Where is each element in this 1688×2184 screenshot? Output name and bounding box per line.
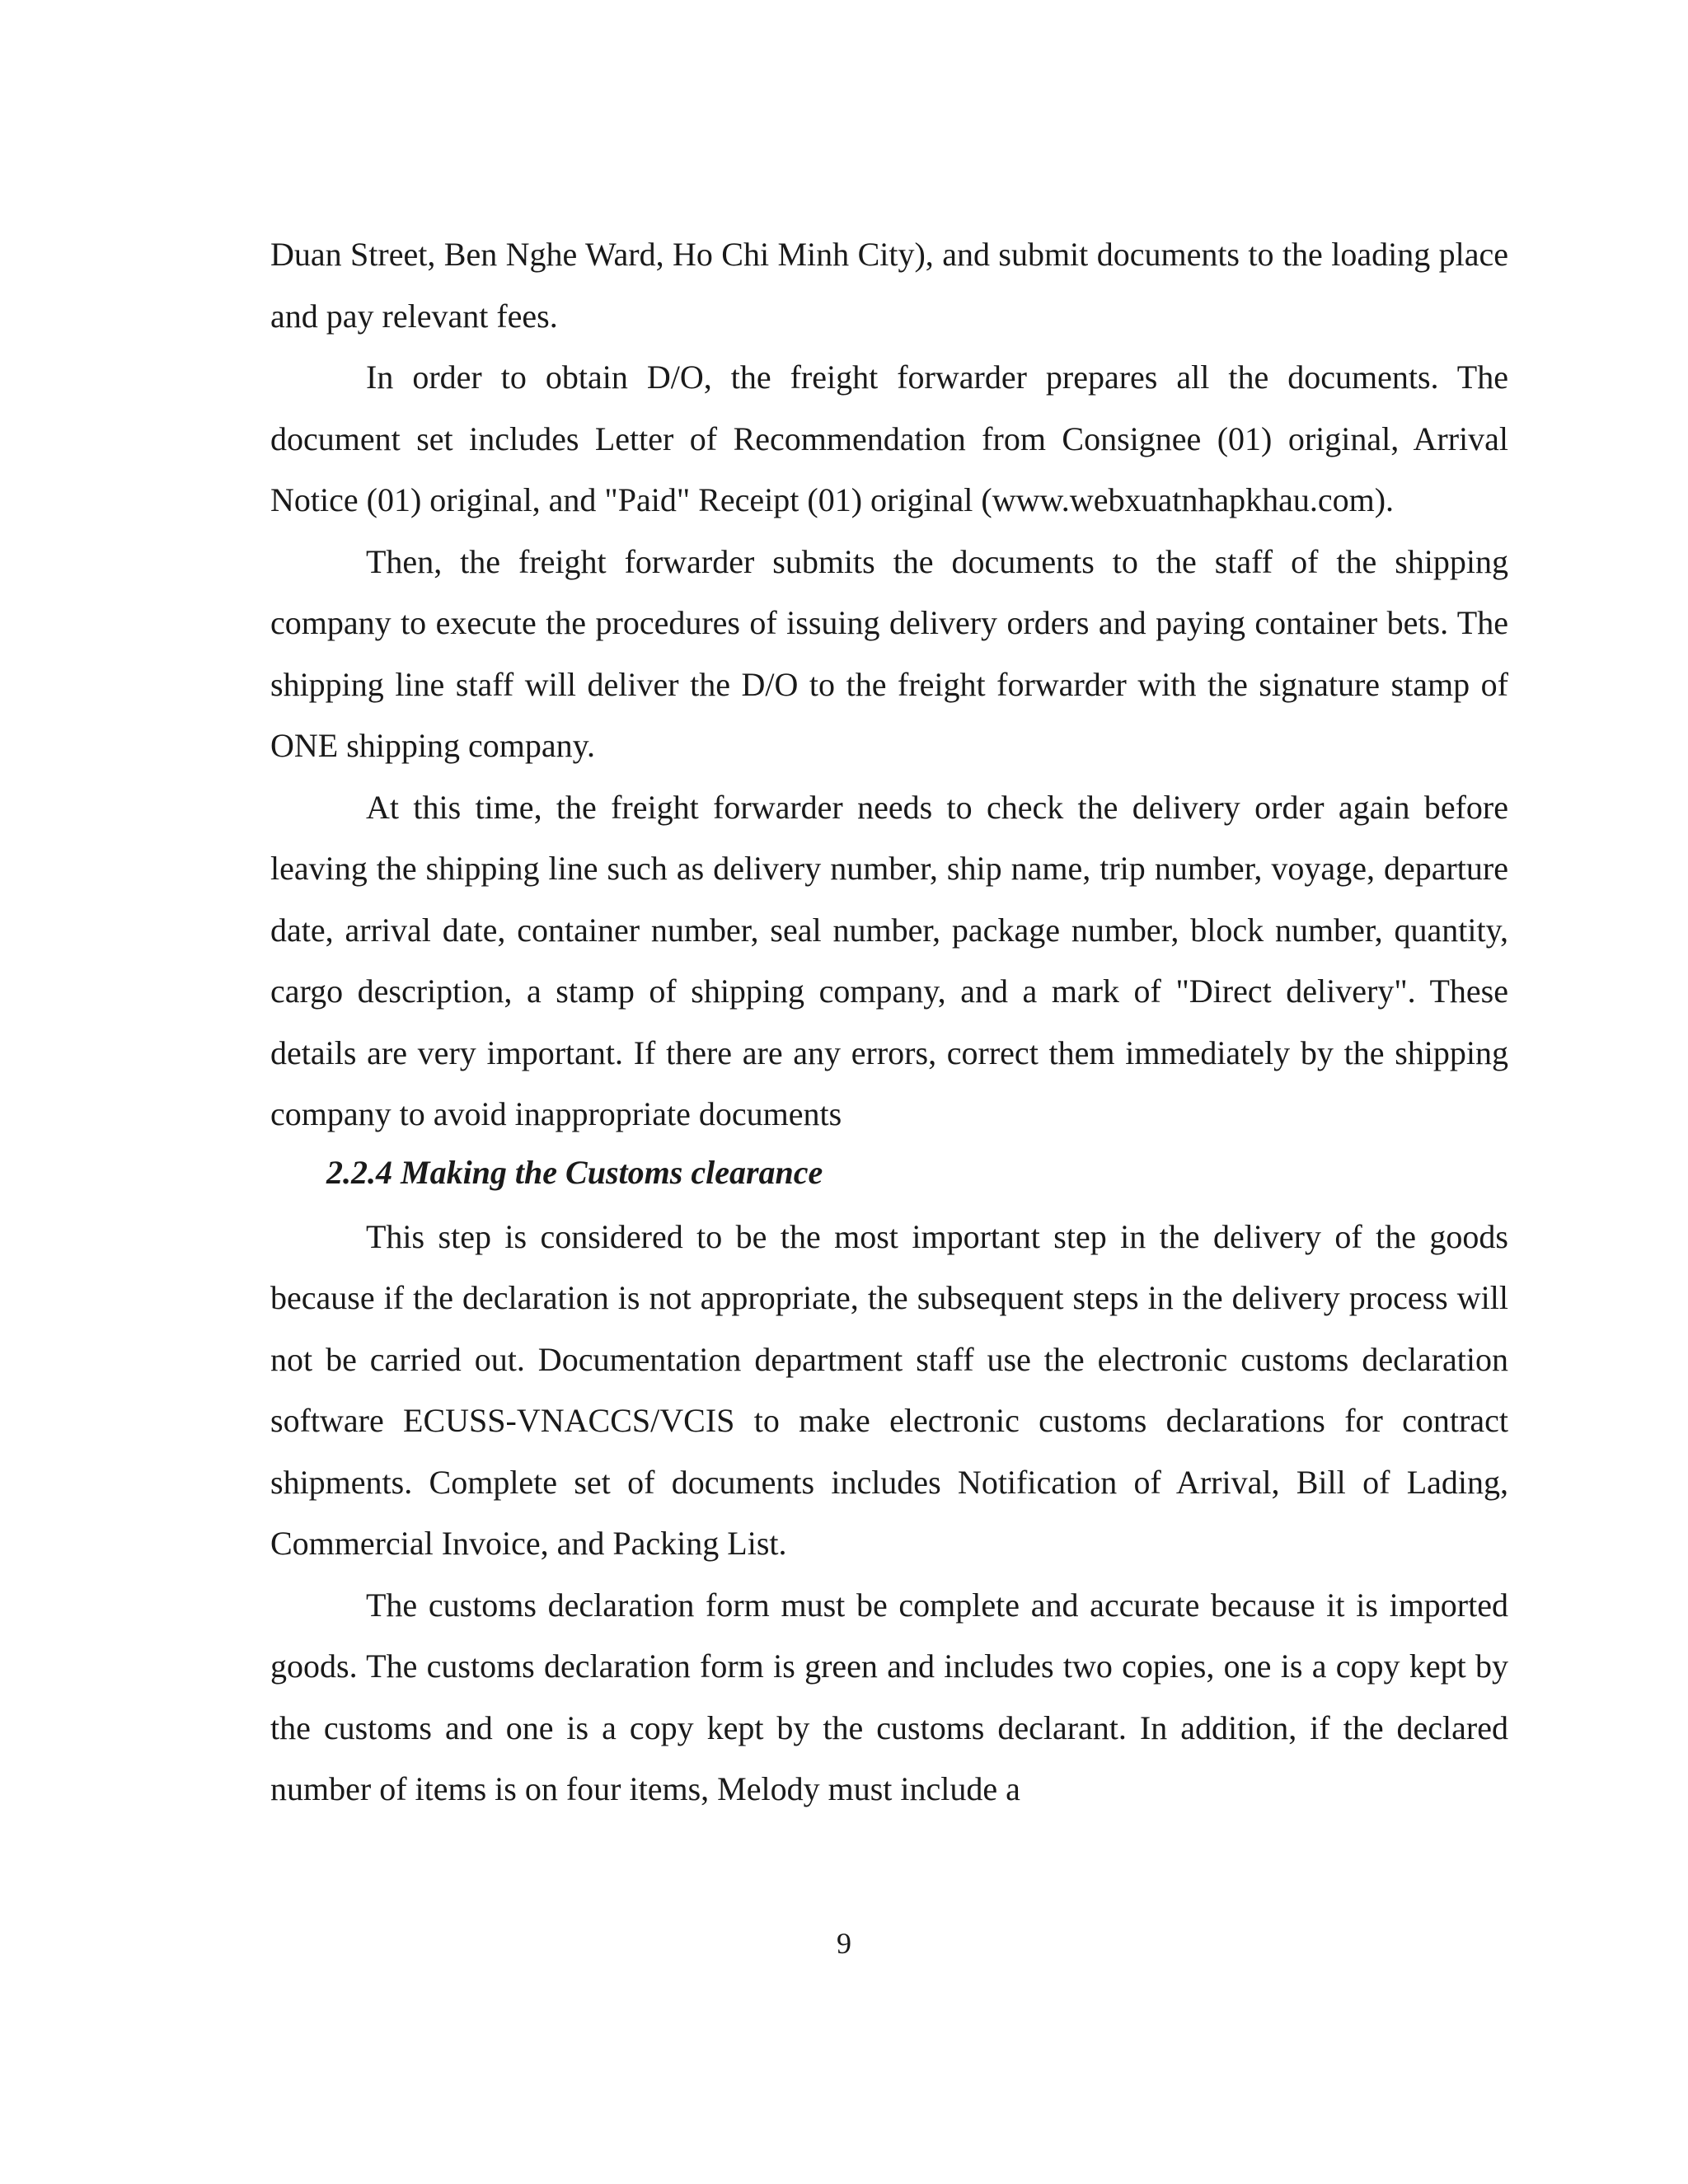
page-number: 9: [837, 1927, 851, 1960]
paragraph-check-delivery-order: At this time, the freight forwarder needs to check the delivery order again before leaving the shipping line such as delivery number, ship name, trip number, voyage, departure date, arrival date, container number, seal number, package number, block number, quantity, cargo description, a stamp of shipping company, and a mark of "Direct delivery". These details are very important. If there are any errors, correct them immediately by the shipping company to avoid inappropriate documents: [270, 788, 1508, 1132]
section-heading: 2.2.4 Making the Customs clearance: [326, 1153, 823, 1191]
paragraph-submit-documents: Then, the freight forwarder submits the documents to the staff of the shipping company to execute the procedures of issuing delivery orders and paying container bets. The shipping line staff will deliver the D/O to the freight forwarder with the signature stamp of ONE shipping company.: [270, 542, 1508, 764]
paragraph-customs-step: This step is considered to be the most important step in the delivery of the goods because if the declaration is not appropriate, the subsequent steps in the delivery process will not be carried out. Documentation department staff use the electronic customs declaration software ECUSS-VNACCS/VCIS to make electronic customs declarations for contract shipments. Complete set of documents includes Notification of Arrival, Bill of Lading, Commercial Invoice, and Packing List.: [270, 1217, 1508, 1562]
paragraph-declaration-form: The customs declaration form must be complete and accurate because it is imported goods. The customs declaration form is green and includes two copies, one is a copy kept by the customs and one is a copy kept by the customs declarant. In addition, if the declared number of items is on four items, Melody must include a: [270, 1586, 1508, 1807]
paragraph-address-continuation: Duan Street, Ben Nghe Ward, Ho Chi Minh City), and submit documents to the loading place and pay relevant fees.: [270, 236, 1508, 335]
paragraph-obtain-do: In order to obtain D/O, the freight forwarder prepares all the documents. The document set includes Letter of Recommendation from Consignee (01) original, Arrival Notice (01) original, and "Paid" Receipt (01) original (www.webxuatnhapkhau.com).: [270, 359, 1508, 518]
page-body: [270, 224, 1508, 1821]
